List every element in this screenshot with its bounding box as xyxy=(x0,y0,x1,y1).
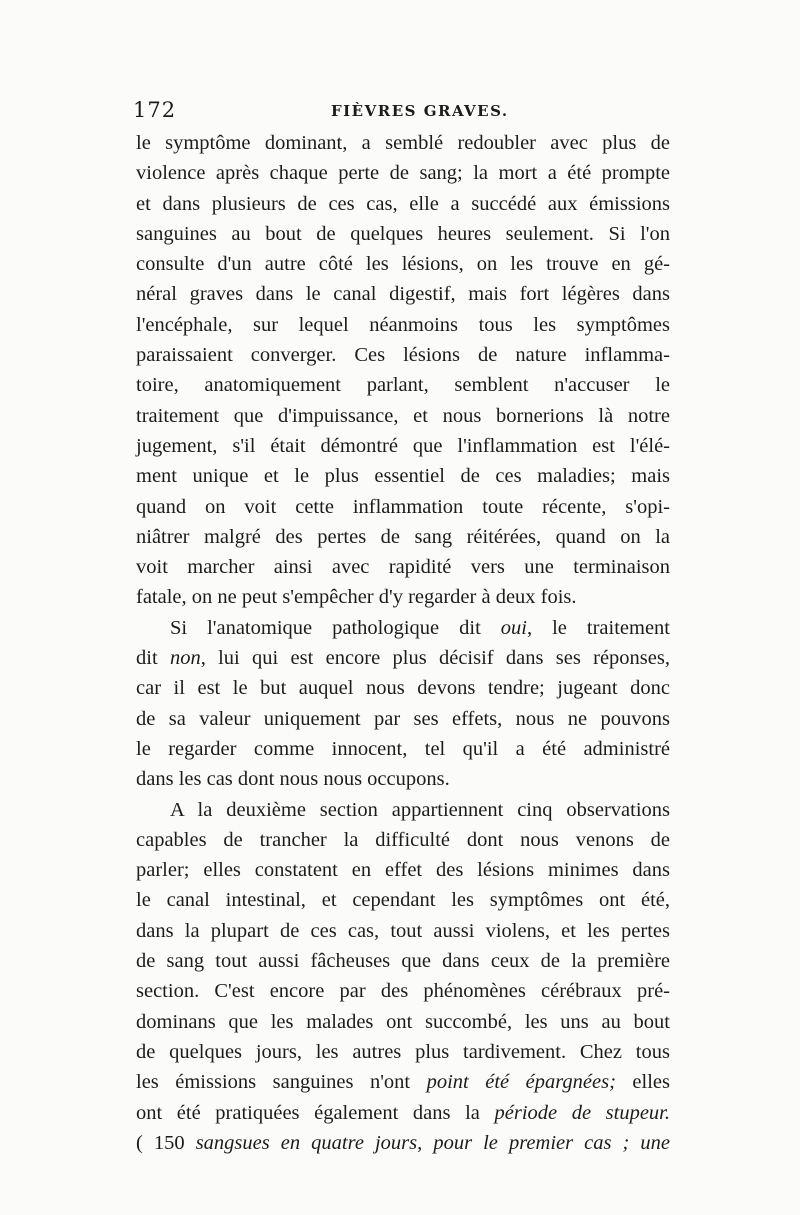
text-line: dominans que les malades ont succombé, les uns au bout xyxy=(136,1010,670,1033)
text-line: de quelques jours, les autres plus tardivement. Chez tous xyxy=(136,1040,670,1063)
text-line: capables de trancher la difficulté dont nous venons de xyxy=(136,828,670,851)
text-line: parler; elles constatent en effet des lésions minimes dans xyxy=(136,859,670,882)
text-line: A la deuxième section appartiennent cinq observations xyxy=(170,798,670,821)
text-line: traitement que d'impuissance, et nous bornerions là notre xyxy=(136,404,670,427)
text-line: fatale, on ne peut s'empêcher d'y regarder à deux fois. xyxy=(136,586,577,609)
page-number: 172 xyxy=(133,98,177,122)
text-line: sanguines au bout de quelques heures seulement. Si l'on xyxy=(136,222,670,245)
text-line: les émissions sanguines n'ont point été épargnées; elles xyxy=(136,1071,670,1094)
text-line: ont été pratiquées également dans la période de stupeur. xyxy=(136,1101,671,1124)
text-line: violence après chaque perte de sang; la mort a été prompte xyxy=(136,162,670,185)
text-line: voit marcher ainsi avec rapidité vers une terminaison xyxy=(136,556,670,579)
text-line: de sa valeur uniquement par ses effets, nous ne pouvons xyxy=(136,707,670,730)
text-line: le regarder comme innocent, tel qu'il a été administré xyxy=(136,737,670,760)
text-line: ment unique et le plus essentiel de ces maladies; mais xyxy=(136,465,670,488)
italic-phrase: période de stupeur. xyxy=(494,1101,671,1124)
text-line: dans la plupart de ces cas, tout aussi violens, et les pertes xyxy=(136,919,670,942)
text-line: section. C'est encore par des phénomènes cérébraux pré- xyxy=(136,980,670,1003)
text-line: néral graves dans le canal digestif, mais fort légères dans xyxy=(136,283,670,306)
italic-phrase: point été épargnées; xyxy=(426,1071,616,1094)
text-line: toire, anatomiquement parlant, semblent n'accuser le xyxy=(136,374,670,397)
text-line: car il est le but auquel nous devons tendre; jugeant donc xyxy=(136,677,670,700)
page-header xyxy=(133,98,668,128)
text-line: Si l'anatomique pathologique dit oui, le traitement xyxy=(170,616,670,639)
italic-word: oui xyxy=(500,616,527,639)
body-text xyxy=(136,128,670,1158)
text-line: et dans plusieurs de ces cas, elle a succédé aux émissions xyxy=(136,192,670,215)
text-line: dit non, lui qui est encore plus décisif dans ses réponses, xyxy=(136,647,670,670)
text-line: paraissaient converger. Ces lésions de nature inflamma- xyxy=(136,344,670,367)
text-line: dans les cas dont nous nous occupons. xyxy=(136,768,450,791)
text-line: niâtrer malgré des pertes de sang réitérées, quand on la xyxy=(136,525,670,548)
text-line: ( 150 sangsues en quatre jours, pour le premier cas ; une xyxy=(136,1131,670,1154)
text-line: le canal intestinal, et cependant les symptômes ont été, xyxy=(136,889,670,912)
text-line: l'encéphale, sur lequel néanmoins tous les symptômes xyxy=(136,313,670,336)
text-line: de sang tout aussi fâcheuses que dans ceux de la première xyxy=(136,950,670,973)
running-title: FIÈVRES GRAVES. xyxy=(331,102,509,120)
text-line: quand on voit cette inflammation toute récente, s'opi- xyxy=(136,495,670,518)
italic-phrase: sangsues en quatre jours, pour le premier cas ; une xyxy=(195,1131,670,1154)
text-line: consulte d'un autre côté les lésions, on les trouve en gé- xyxy=(136,253,670,276)
italic-word: non xyxy=(169,647,201,670)
text-line: le symptôme dominant, a semblé redoubler avec plus de xyxy=(136,132,670,154)
text-line: jugement, s'il était démontré que l'inflammation est l'élé- xyxy=(136,434,670,457)
